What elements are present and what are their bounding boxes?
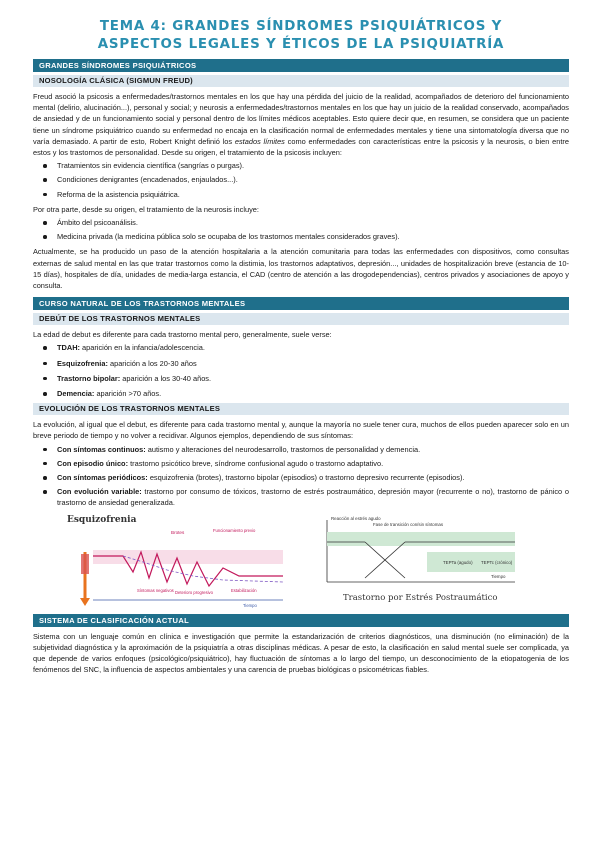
list-item-head: Con síntomas continuos: <box>57 444 146 454</box>
figure-tept-band-top <box>327 532 515 546</box>
figure-label-brotes: Brotes <box>171 529 185 535</box>
list-item-text: aparición a los 20-30 años <box>107 358 197 368</box>
paragraph-freud-b: como enfermedades con características entre la psicosis y la neurosis, o bien entre estos y los trastornos de personalidad. Desde su origen, el tratamiento de la psicosis incluyen: <box>33 136 569 158</box>
paragraph-evolucion: La evolución, al igual que el debut, es diferente para cada trastorno mental y, aunque la mayoría no suele tener cura, muchos de ellos pueden aparecer solo en un breve periodo de tiempo y no volver a recidivar. Algunos ejemplos, dependiendo de sus síntomas: <box>33 420 569 441</box>
list-item-head: Trastorno bipolar: <box>57 373 121 383</box>
list-item <box>33 472 569 483</box>
list-debut <box>33 342 569 399</box>
section-header-curso-natural: CURSO NATURAL DE LOS TRASTORNOS MENTALES <box>33 297 569 310</box>
list-item: Condiciones denigrantes (encadenados, enjaulados...). <box>33 174 569 185</box>
paragraph-edad-debut: La edad de debut es diferente para cada trastorno mental pero, generalmente, suele verse: <box>33 330 332 340</box>
title-line-2: ASPECTOS LEGALES Y ÉTICOS DE LA PSIQUIATRÍA <box>97 36 505 52</box>
figure-tept-diagram <box>315 512 525 608</box>
figure-label-estabilizacion: Estabilización <box>231 587 257 593</box>
figure-esquizofrenia-title: Esquizofrenia <box>67 514 137 525</box>
list-item-head: Demencia: <box>57 389 95 399</box>
figure-label-negativos: Síntomas negativos <box>137 587 174 593</box>
list-item <box>33 458 569 469</box>
list-item <box>33 388 569 399</box>
figure-tept-label-tiempo: Tiempo <box>491 573 506 579</box>
paragraph-sistema: Sistema con un lenguaje común en clínica e investigación que permite la estandarización de criterios diagnósticos, una disminución (no eliminación) de la subjetividad diagnóstica y la aproximación de la psiquiatría a otras disciplinas médicas. A pesar de esto, la clasificación en salud mental suele ser complicada, ya que depende de varios enfoques (psicológico/psiquiátrico), hay fluctuación de síntomas a lo largo del tiempo, un desconocimiento de la etiopatogenia de los fenómenos del SNC, la influencia de aspectos ambientales y una carencia de pruebas biológicas o psicométricas fiables. <box>33 631 569 675</box>
document-title <box>33 18 569 53</box>
list-item: Ámbito del psicoanálisis. <box>33 217 569 228</box>
list-item-head: Con síntomas periódicos: <box>57 473 148 483</box>
list-tratamiento-psicosis <box>33 160 569 200</box>
list-item-text: trastorno psicótico breve, síndrome confusional agudo o trastorno adaptativo. <box>128 458 384 468</box>
list-item-text: aparición >70 años. <box>94 389 162 399</box>
subsection-header-evolucion: EVOLUCIÓN DE LOS TRASTORNOS MENTALES <box>33 403 569 415</box>
figure-tept-title: Trastorno por Estrés Postraumático <box>343 592 498 603</box>
figure-label-deterioro: Deterioro progresivo <box>175 589 213 595</box>
list-item-text: esquizofrenia (brotes), trastorno bipolar (episodios) o trastorno depresivo recurrente (episodios). <box>147 473 465 483</box>
figure-tept <box>315 512 525 608</box>
list-item-text: aparición en la infancia/adolescencia. <box>80 343 205 353</box>
paragraph-freud-italic: estados límites <box>234 136 285 146</box>
section-header-grandes-sindromes: GRANDES SÍNDROMES PSIQUIÁTRICOS <box>33 59 569 72</box>
list-item-head: Con episodio único: <box>57 458 129 468</box>
list-item: Reforma de la asistencia psiquiátrica. <box>33 189 569 200</box>
subsection-header-debut: DEBÚT DE LOS TRASTORNOS MENTALES <box>33 313 569 325</box>
list-item <box>33 342 569 353</box>
document-page <box>33 18 569 676</box>
figure-tept-label-tepta: TEPTa (agudo) <box>443 559 473 565</box>
figure-esquizofrenia <box>63 512 303 608</box>
figure-esquizofrenia-diagram <box>63 512 303 608</box>
list-tratamiento-neurosis <box>33 217 569 242</box>
list-item <box>33 373 569 384</box>
list-item <box>33 358 569 369</box>
list-item-text: autismo y alteraciones del neurodesarrollo, trastornos de personalidad y demencia. <box>145 444 421 454</box>
figure-tept-label-reaccion: Reacción al estrés agudo <box>331 515 381 521</box>
paragraph-freud-a: Freud asoció la psicosis a enfermedades/trastornos mentales en los que hay una pérdida del juicio de la realidad, acompañados de deterioro del funcionamiento mental (delirio, alucinación...), personal y social; y neurosis a enfermedades/trastornos mentales en los que hay un juicio de la realidad conservado, acompañados de ansiedad y de un funcionamiento social y personal dentro de los límites médicos aceptables. Esto quiere decir que, en resumen, se considera que un paciente tiene un síndrome psiquiátrico cuando su enfermedad no encaja en la clasificación normal de enfermedades mentales y tiene una sintomatología diversa que no varía demasiado. A partir de esto, Robert Knight definió los <box>33 92 569 146</box>
list-item-text: aparición a los 30-40 años. <box>120 373 212 383</box>
section-header-sistema-clasificacion: SISTEMA DE CLASIFICACIÓN ACTUAL <box>33 614 569 627</box>
list-evolucion <box>33 444 569 509</box>
paragraph-freud <box>33 91 569 158</box>
paragraph-neurosis: Por otra parte, desde su origen, el tratamiento de la neurosis incluye: <box>33 204 259 214</box>
list-item: Tratamientos sin evidencia científica (sangrías o purgas). <box>33 160 569 171</box>
figure-tept-label-transicion: Fase de transición con/sin síntomas <box>373 521 444 527</box>
list-item <box>33 444 569 455</box>
figure-arrow-head <box>80 598 90 606</box>
figure-arrow-segment <box>81 554 89 574</box>
list-item <box>33 486 569 508</box>
figure-tept-label-teptc: TEPTc (crónico) <box>481 559 513 565</box>
list-item-head: TDAH: <box>57 343 80 353</box>
title-line-1: TEMA 4: GRANDES SÍNDROMES PSIQUIÁTRICOS Y <box>99 19 503 34</box>
figure-label-tiempo: Tiempo <box>243 602 257 608</box>
figures-row <box>33 512 569 608</box>
list-item-head: Esquizofrenia: <box>57 358 108 368</box>
paragraph-actualmente: Actualmente, se ha producido un paso de la atención hospitalaria a la atención comunitaria para todas las enfermedades con dispositivos, como consultas externas de salud mental en las que tratar trastornos como la distimia, los trastornos adaptativos, depresión..., unidades de hospitalización breve (estancia de 10-15 días), hospitales de día, unidades de media-larga estancia, el CAD (centro de atención a las drogodependencias), centros privados y asociaciones de apoyo y consulta. <box>33 247 569 291</box>
list-item-text: trastorno por consumo de tóxicos, trastorno de estrés postraumático, depresión mayor (recurrente o no), trastorno de pánico o trastorno de ansiedad generalizada. <box>57 487 569 508</box>
subsection-header-nosologia: NOSOLOGÍA CLÁSICA (SIGMUN FREUD) <box>33 75 569 87</box>
list-item-head: Con evolución variable: <box>57 487 142 497</box>
figure-label-funcionamiento: Funcionamiento previo <box>213 527 256 533</box>
figure-functioning-band <box>93 550 283 564</box>
list-item: Medicina privada (la medicina pública solo se ocupaba de los trastornos mentales considerados graves). <box>33 231 569 242</box>
